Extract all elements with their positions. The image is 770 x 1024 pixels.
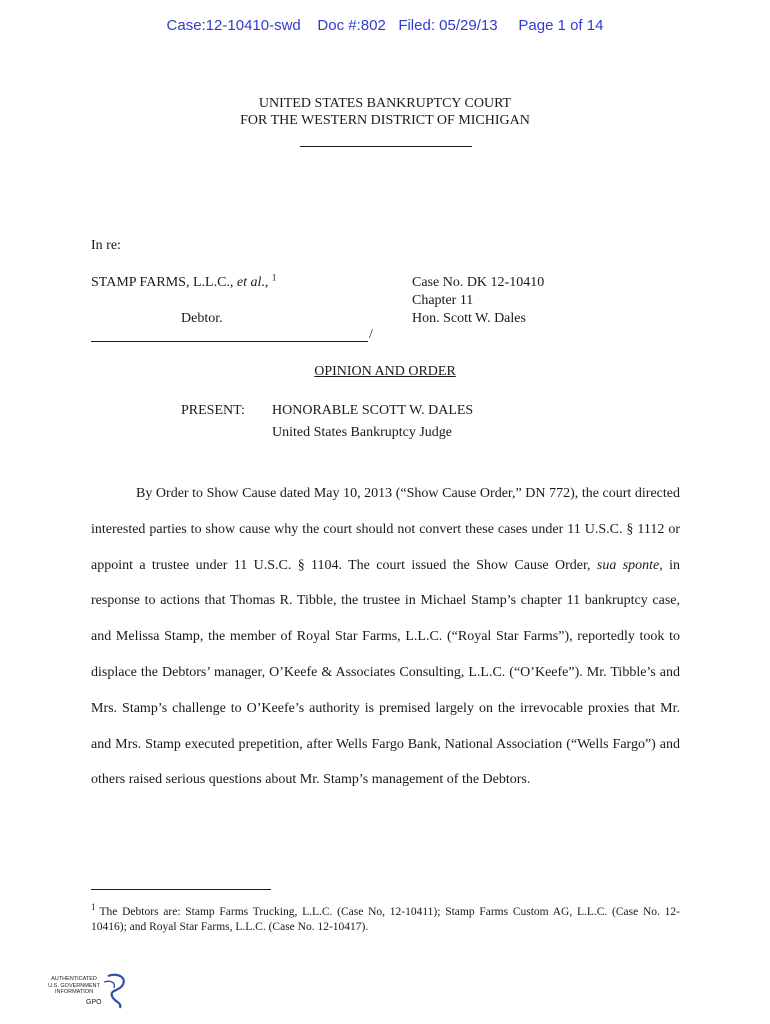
chapter: Chapter 11 xyxy=(412,293,474,308)
debtor-name-suffix: ., xyxy=(261,275,269,290)
document-title xyxy=(0,364,770,380)
present-judge-title: United States Bankruptcy Judge xyxy=(272,425,453,440)
judge-name: Hon. Scott W. Dales xyxy=(412,311,526,326)
et-al-text: et al xyxy=(236,275,262,290)
gpo-line-2: U.S. GOVERNMENT xyxy=(48,982,100,989)
court-district: FOR THE WESTERN DISTRICT OF MICHIGAN xyxy=(240,113,530,128)
court-heading xyxy=(0,95,770,129)
gpo-line-3: INFORMATION xyxy=(54,989,94,995)
footnote-mark: 1 xyxy=(91,902,96,912)
court-heading-rule xyxy=(300,146,472,147)
in-re-label: In re: xyxy=(91,238,121,253)
document-title-text: OPINION AND ORDER xyxy=(314,364,456,379)
case-number: Case No. DK 12-10410 xyxy=(412,275,545,290)
debtor-name-text: STAMP FARMS, L.L.C., xyxy=(91,275,237,290)
paragraph-text-1: By Order to Show Cause dated May 10, 2013 (“Show Cause Order,” DN 772), the court directed interested parties to show cause why the court should not convert these cases under 11 U.S.C. § 1112 or appoint a trustee under 11 U.S.C. § 1104. The court issued the Show Cause Order, xyxy=(91,486,680,573)
present-label: PRESENT: xyxy=(181,403,245,418)
gpo-authentication-seal xyxy=(44,972,134,1012)
gpo-line-1: AUTHENTICATED xyxy=(51,976,97,982)
debtor-name xyxy=(91,274,276,291)
docket-stamp: Case:12-10410-swd Doc #:802 Filed: 05/29/13 Page 1 of 14 xyxy=(166,17,604,34)
gpo-label: GPO xyxy=(86,999,102,1006)
opinion-body xyxy=(91,476,680,798)
paragraph-italic: sua sponte xyxy=(596,557,660,573)
opinion-paragraph xyxy=(91,476,680,798)
footnote-reference: 1 xyxy=(271,272,277,283)
gpo-eagle-icon xyxy=(100,972,130,1010)
footnote-rule xyxy=(91,889,271,890)
footnote-text: The Debtors are: Stamp Farms Trucking, L.L.C. (Case No, 12-10411); Stamp Farms Custom AG, L.L.C. (Case No. 12-10416); and Royal Star Farms, L.L.C. (Case No. 12-10417). xyxy=(91,905,680,933)
caption-rule xyxy=(91,341,368,342)
footnote xyxy=(91,900,680,935)
gpo-seal-text xyxy=(44,976,104,996)
court-name: UNITED STATES BANKRUPTCY COURT xyxy=(258,96,512,111)
paragraph-text-2: , in response to actions that Thomas R. Tibble, the trustee in Michael Stamp’s chapter 11 bankruptcy case, and Melissa Stamp, the member of Royal Star Farms, L.L.C. (“Royal Star Farms”), reportedly took to displace the Debtors’ manager, O’Keefe & Associates Consulting, L.L.C. (“O’Keefe”). Mr. Tibble’s and Mrs. Stamp’s challenge to O’Keefe’s authority is premised largely on the irrevocable proxies that Mr. and Mrs. Stamp executed prepetition, after Wells Fargo Bank, National Association (“Wells Fargo”) and others raised serious questions about Mr. Stamp’s management of the Debtors. xyxy=(91,557,681,788)
debtor-label: Debtor. xyxy=(181,311,223,326)
present-judge: HONORABLE SCOTT W. DALES xyxy=(272,403,474,418)
caption-slash: / xyxy=(369,327,373,342)
